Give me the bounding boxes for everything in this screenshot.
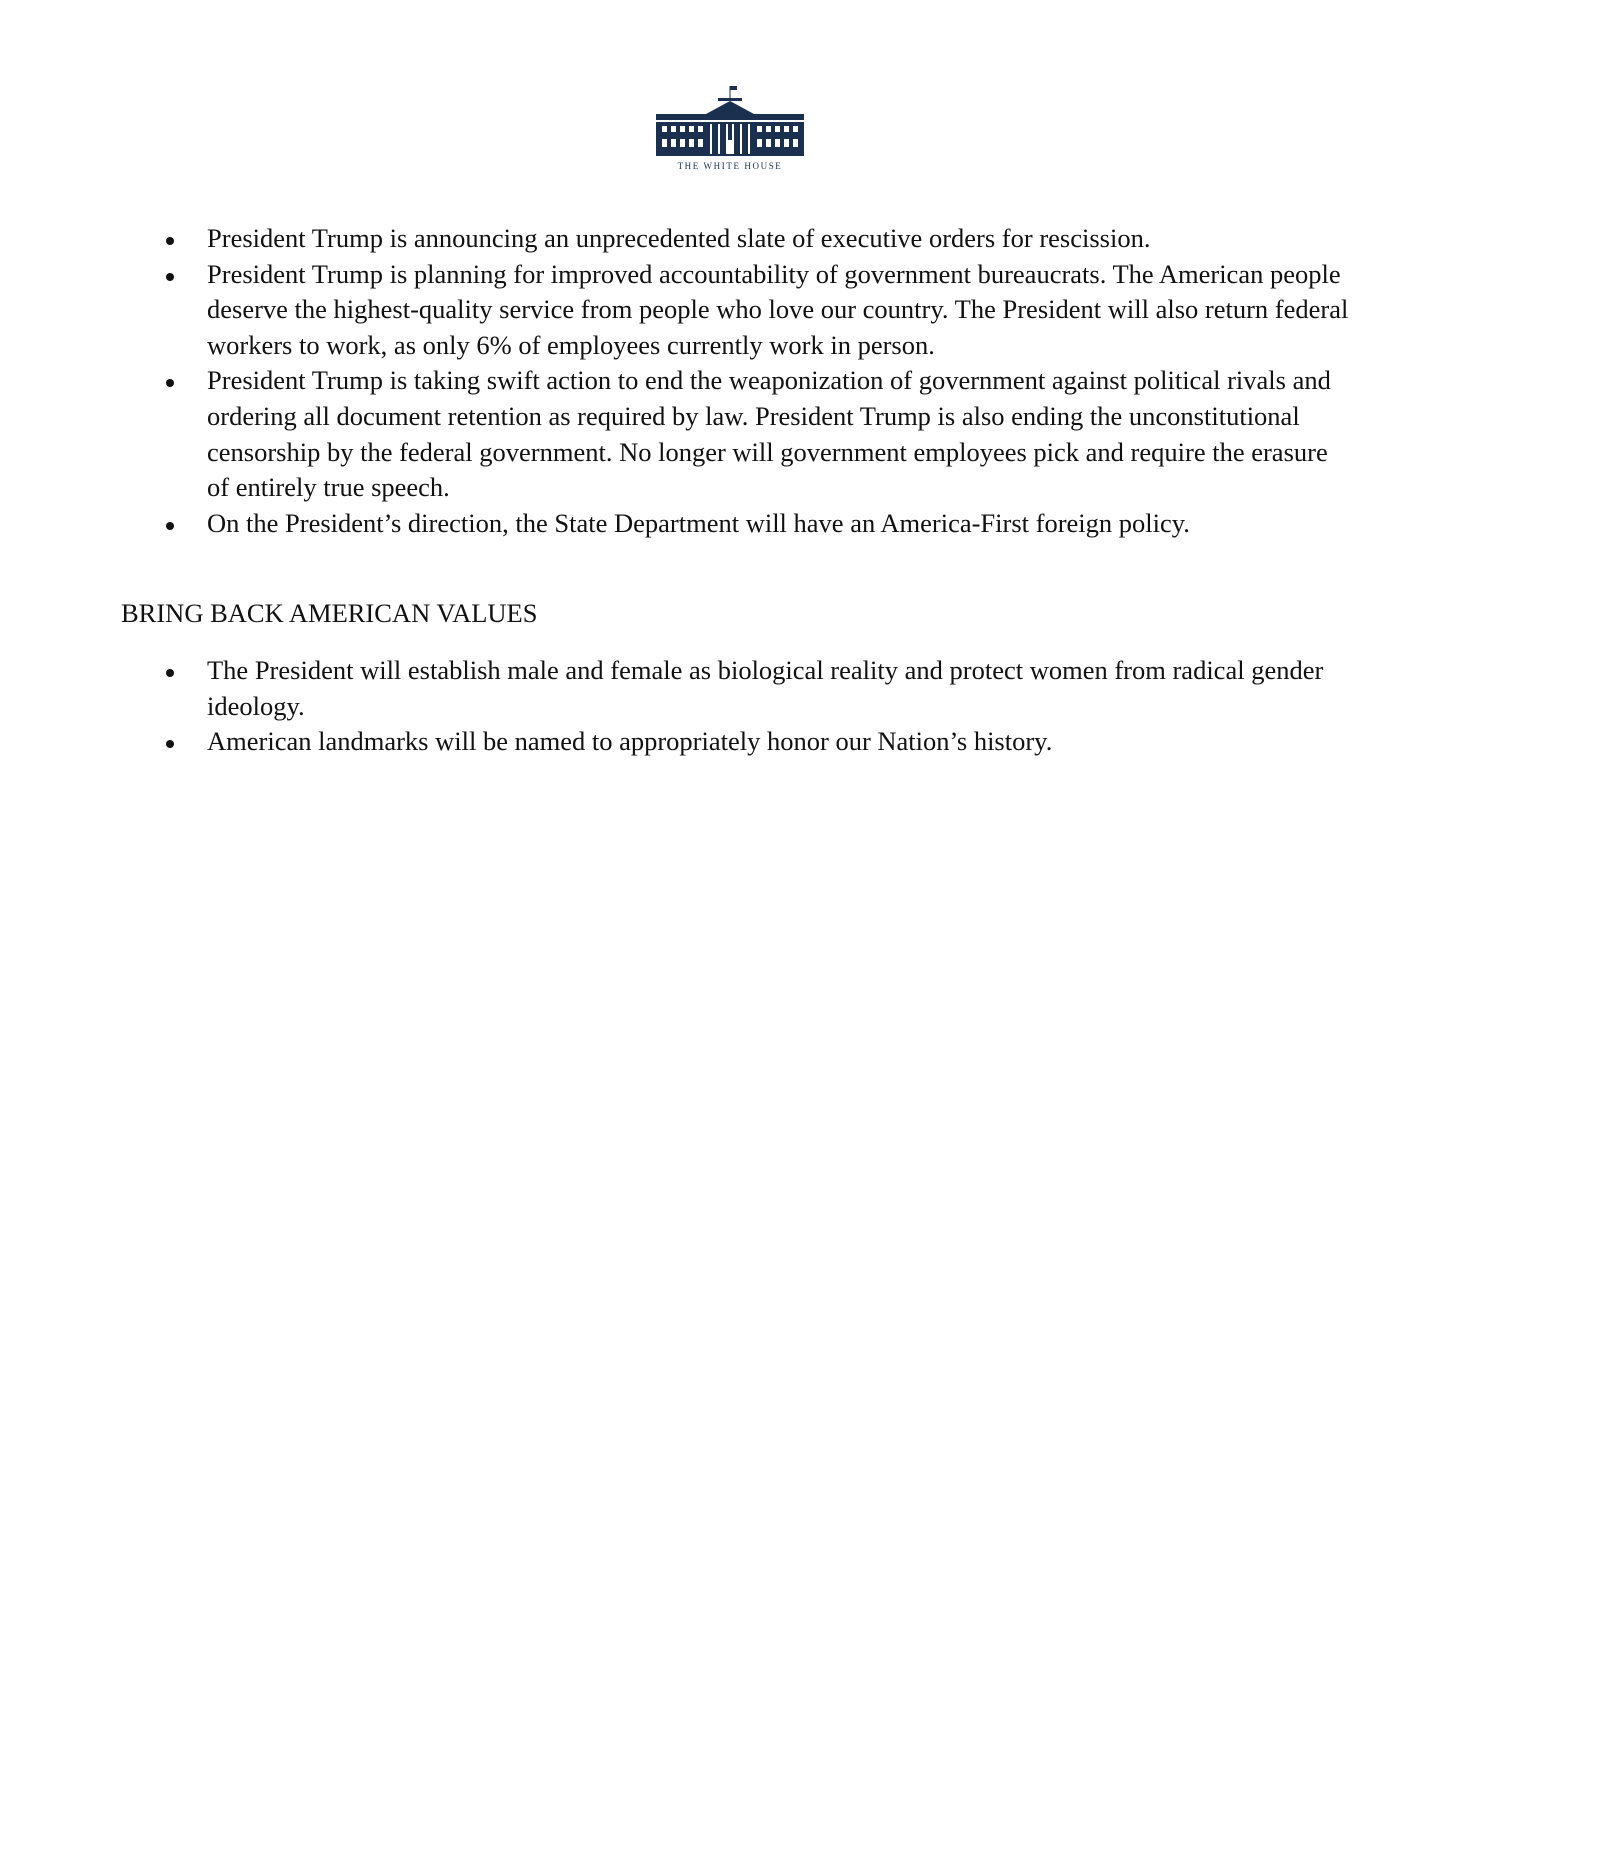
bullet-list-section-2	[0, 653, 1612, 760]
section-heading: BRING BACK AMERICAN VALUES	[121, 598, 538, 628]
list-item-text: President Trump is taking swift action to end the weaponization of government against political rivals and ordering all document retention as required by law. President Trump is also ending the unconstitutional censorship by the federal government. No longer will government employees pick and require the erasure of entirely true speech.	[207, 365, 1331, 503]
bullet-icon	[166, 669, 174, 677]
white-house-logo	[654, 84, 806, 180]
list-item	[0, 653, 1612, 724]
list-item	[0, 363, 1612, 505]
bullet-icon	[166, 379, 174, 387]
list-item	[0, 221, 1612, 257]
list-item	[0, 506, 1612, 542]
white-house-icon	[656, 84, 804, 156]
logo-caption: THE WHITE HOUSE	[677, 161, 783, 171]
list-item-text: President Trump is announcing an unprecedented slate of executive orders for rescission.	[207, 223, 1151, 253]
list-item-text: On the President’s direction, the State Department will have an America-First foreign policy.	[207, 507, 1190, 538]
bullet-list-section-1	[0, 221, 1612, 541]
bullet-icon	[166, 740, 174, 748]
list-item	[0, 724, 1612, 760]
list-item-text: The President will establish male and female as biological reality and protect women from radical gender ideology.	[207, 655, 1324, 721]
bullet-icon	[166, 273, 174, 281]
list-item	[0, 257, 1612, 364]
bullet-icon	[166, 237, 174, 245]
list-item-text: President Trump is planning for improved accountability of government bureaucrats. The American people deserve the highest-quality service from people who love our country. The President will also return federal workers to work, as only 6% of employees currently work in person.	[207, 258, 1349, 360]
list-item-text: American landmarks will be named to appropriately honor our Nation’s history.	[207, 726, 1053, 757]
bullet-icon	[166, 522, 174, 530]
